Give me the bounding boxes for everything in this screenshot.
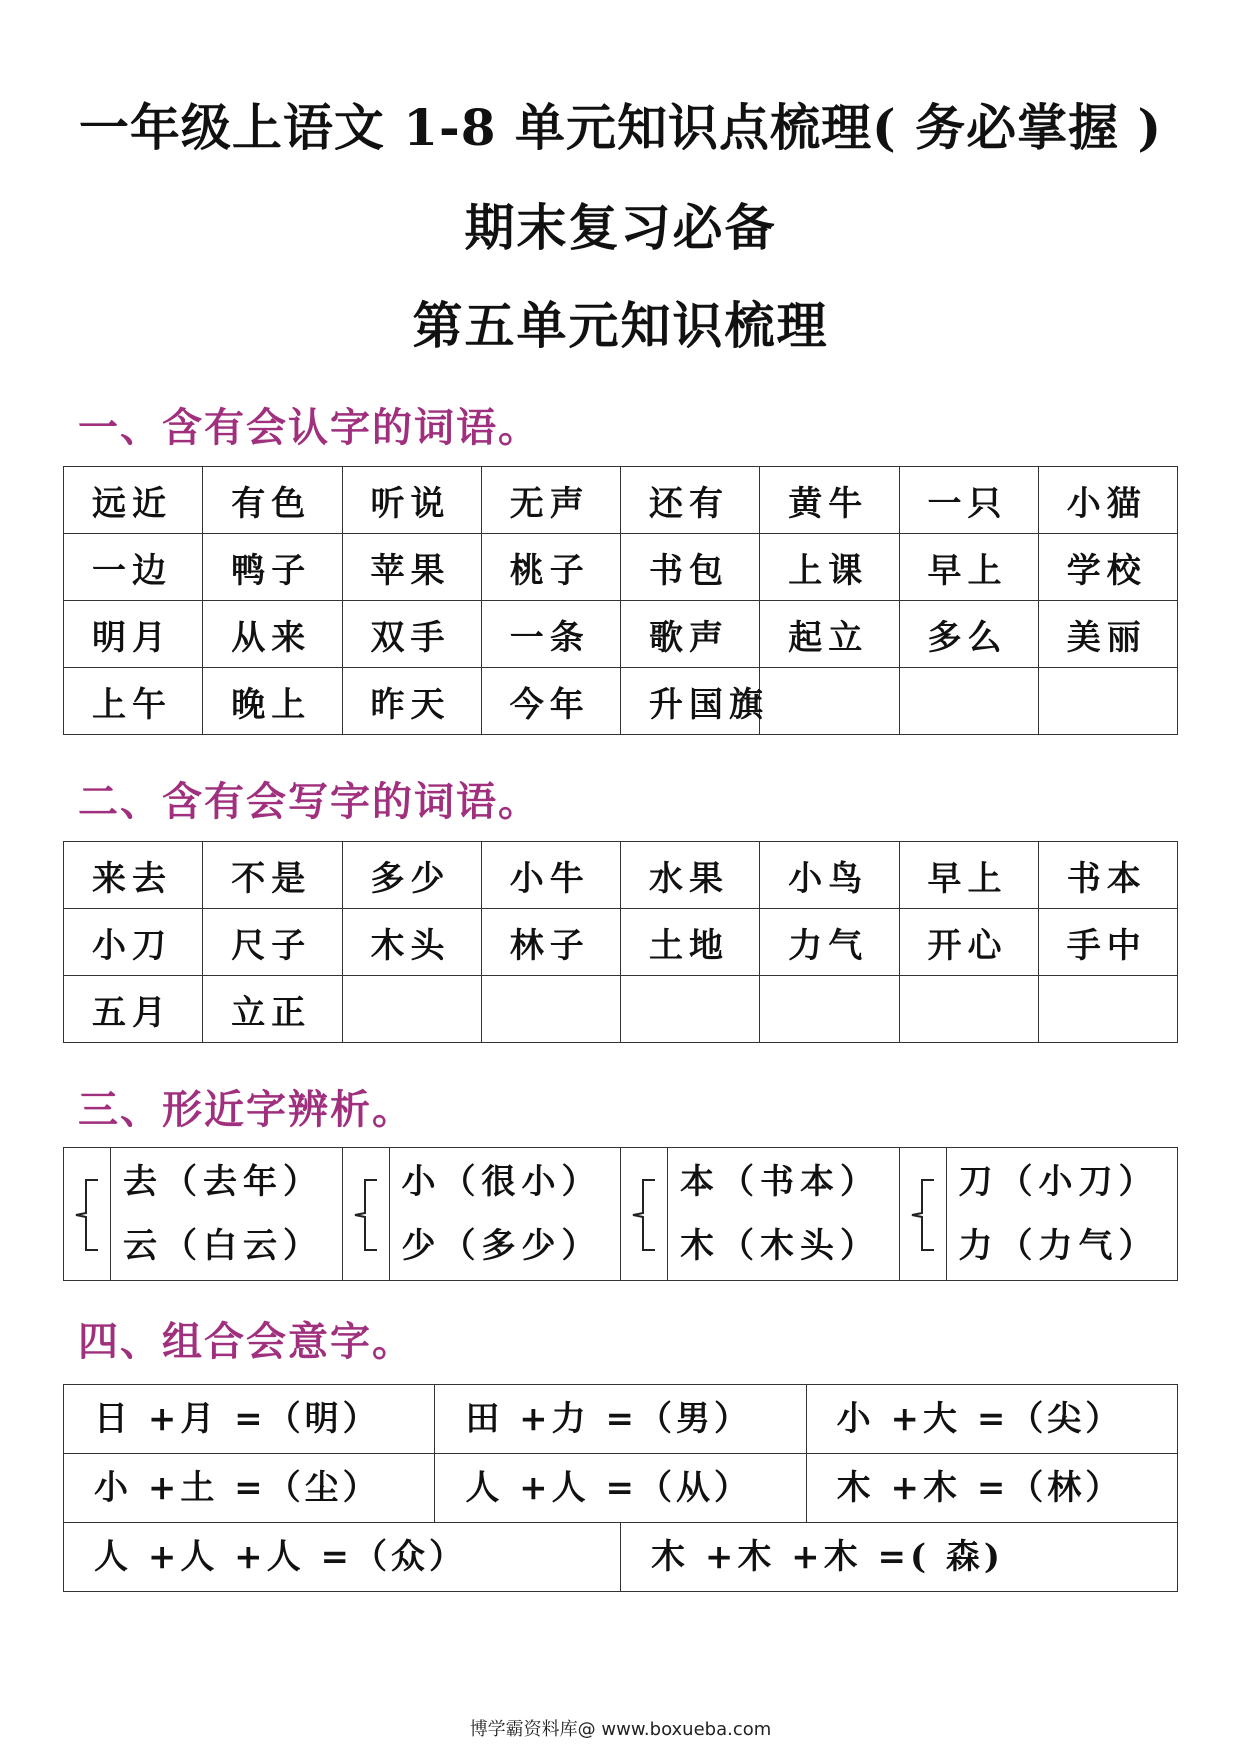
word-cell — [621, 976, 760, 1043]
word-cell — [1038, 976, 1177, 1043]
word-cell: 立正 — [203, 976, 342, 1043]
word-cell: 还有 — [621, 467, 760, 534]
bracket-column — [343, 1148, 390, 1280]
similar-char-line: 去（去年） — [123, 1162, 323, 1202]
word-cell: 一条 — [481, 601, 620, 668]
similar-char-line: 木（木头） — [680, 1226, 880, 1266]
word-cell: 无声 — [481, 467, 620, 534]
word-cell — [899, 668, 1038, 735]
word-cell: 桃子 — [481, 534, 620, 601]
word-cell: 来去 — [64, 842, 203, 909]
bracket-column — [900, 1148, 947, 1280]
word-cell: 学校 — [1038, 534, 1177, 601]
brace-icon — [353, 1178, 381, 1252]
word-row — [64, 601, 1178, 668]
similar-pair — [621, 1148, 900, 1280]
unit-title: 第五单元知识梳理 — [412, 296, 829, 355]
word-cell: 小牛 — [481, 842, 620, 909]
similar-pair — [900, 1148, 1178, 1280]
section-3-heading: 三、形近字辨析。 — [78, 1086, 414, 1133]
bracket-column — [64, 1148, 111, 1280]
word-cell: 早上 — [899, 842, 1038, 909]
word-cell — [481, 976, 620, 1043]
word-cell: 书本 — [1038, 842, 1177, 909]
word-cell: 小猫 — [1038, 467, 1177, 534]
word-cell: 林子 — [481, 909, 620, 976]
word-cell: 尺子 — [203, 909, 342, 976]
word-cell — [760, 976, 899, 1043]
word-cell: 上午 — [64, 668, 203, 735]
word-cell: 苹果 — [342, 534, 481, 601]
word-cell: 多少 — [342, 842, 481, 909]
similar-characters-table — [63, 1147, 1178, 1281]
compound-cell: 田 +力 =（男） — [435, 1385, 806, 1453]
word-cell: 不是 — [203, 842, 342, 909]
word-cell: 美丽 — [1038, 601, 1177, 668]
word-cell: 听说 — [342, 467, 481, 534]
section-1-heading: 一、含有会认字的词语。 — [78, 404, 540, 451]
word-cell: 晚上 — [203, 668, 342, 735]
section-2-heading: 二、含有会写字的词语。 — [78, 778, 540, 825]
compound-cell: 日 +月 =（明） — [64, 1385, 435, 1453]
word-cell: 一只 — [899, 467, 1038, 534]
word-cell: 上课 — [760, 534, 899, 601]
word-cell: 升国旗 — [621, 668, 760, 735]
word-cell: 五月 — [64, 976, 203, 1043]
word-cell: 一边 — [64, 534, 203, 601]
write-words-table — [63, 841, 1178, 1043]
word-cell — [342, 976, 481, 1043]
word-cell — [760, 668, 899, 735]
compound-row — [64, 1523, 1177, 1591]
word-cell: 从来 — [203, 601, 342, 668]
word-cell: 歌声 — [621, 601, 760, 668]
similar-char-line: 刀（小刀） — [958, 1162, 1159, 1202]
compound-cell: 小 +大 =（尖） — [836, 1399, 1124, 1439]
brace-icon — [631, 1178, 659, 1252]
word-row — [64, 668, 1178, 735]
compound-row — [64, 1454, 1177, 1523]
word-cell: 昨天 — [342, 668, 481, 735]
word-cell: 起立 — [760, 601, 899, 668]
similar-pair — [64, 1148, 343, 1280]
word-cell: 远近 — [64, 467, 203, 534]
word-row — [64, 842, 1178, 909]
word-cell: 今年 — [481, 668, 620, 735]
word-row — [64, 534, 1178, 601]
similar-char-line: 小（很小） — [401, 1162, 602, 1202]
recognize-words-table — [63, 466, 1178, 735]
word-cell: 早上 — [899, 534, 1038, 601]
word-cell — [1038, 668, 1177, 735]
word-cell: 黄牛 — [760, 467, 899, 534]
word-cell: 土地 — [621, 909, 760, 976]
brace-icon — [910, 1178, 938, 1252]
document-subtitle: 期末复习必备 — [464, 198, 777, 257]
word-cell: 小刀 — [64, 909, 203, 976]
word-cell: 开心 — [899, 909, 1038, 976]
footer-watermark: 博学霸资料库@ www.boxueba.com — [469, 1719, 772, 1740]
word-cell: 力气 — [760, 909, 899, 976]
bracket-column — [621, 1148, 668, 1280]
document-title: 一年级上语文 1-8 单元知识点梳理( 务必掌握 ) — [78, 98, 1163, 157]
word-cell: 小鸟 — [760, 842, 899, 909]
compound-row — [64, 1385, 1177, 1454]
word-cell: 水果 — [621, 842, 760, 909]
similar-pair — [343, 1148, 622, 1280]
word-cell: 手中 — [1038, 909, 1177, 976]
word-cell: 双手 — [342, 601, 481, 668]
word-row — [64, 467, 1178, 534]
similar-char-line: 本（书本） — [680, 1162, 880, 1202]
word-cell: 有色 — [203, 467, 342, 534]
brace-icon — [74, 1178, 102, 1252]
word-cell: 书包 — [621, 534, 760, 601]
word-cell — [899, 976, 1038, 1043]
word-row — [64, 976, 1178, 1043]
word-row — [64, 909, 1178, 976]
similar-char-line: 少（多少） — [401, 1226, 602, 1266]
similar-char-line: 云（白云） — [123, 1226, 323, 1266]
compound-cell: 人 +人 =（从） — [435, 1454, 806, 1522]
word-cell: 明月 — [64, 601, 203, 668]
word-cell: 鸭子 — [203, 534, 342, 601]
word-cell: 多么 — [899, 601, 1038, 668]
similar-char-line: 力（力气） — [958, 1226, 1159, 1266]
compound-cell: 小 +土 =（尘） — [64, 1454, 435, 1522]
word-cell: 木头 — [342, 909, 481, 976]
compound-cell: 人 +人 +人 =（众） — [64, 1523, 621, 1591]
compound-cell: 木 +木 =（林） — [836, 1468, 1124, 1508]
compound-characters-table — [63, 1384, 1178, 1592]
compound-cell: 木 +木 +木 =( 森) — [651, 1537, 1004, 1577]
section-4-heading: 四、组合会意字。 — [78, 1318, 414, 1365]
